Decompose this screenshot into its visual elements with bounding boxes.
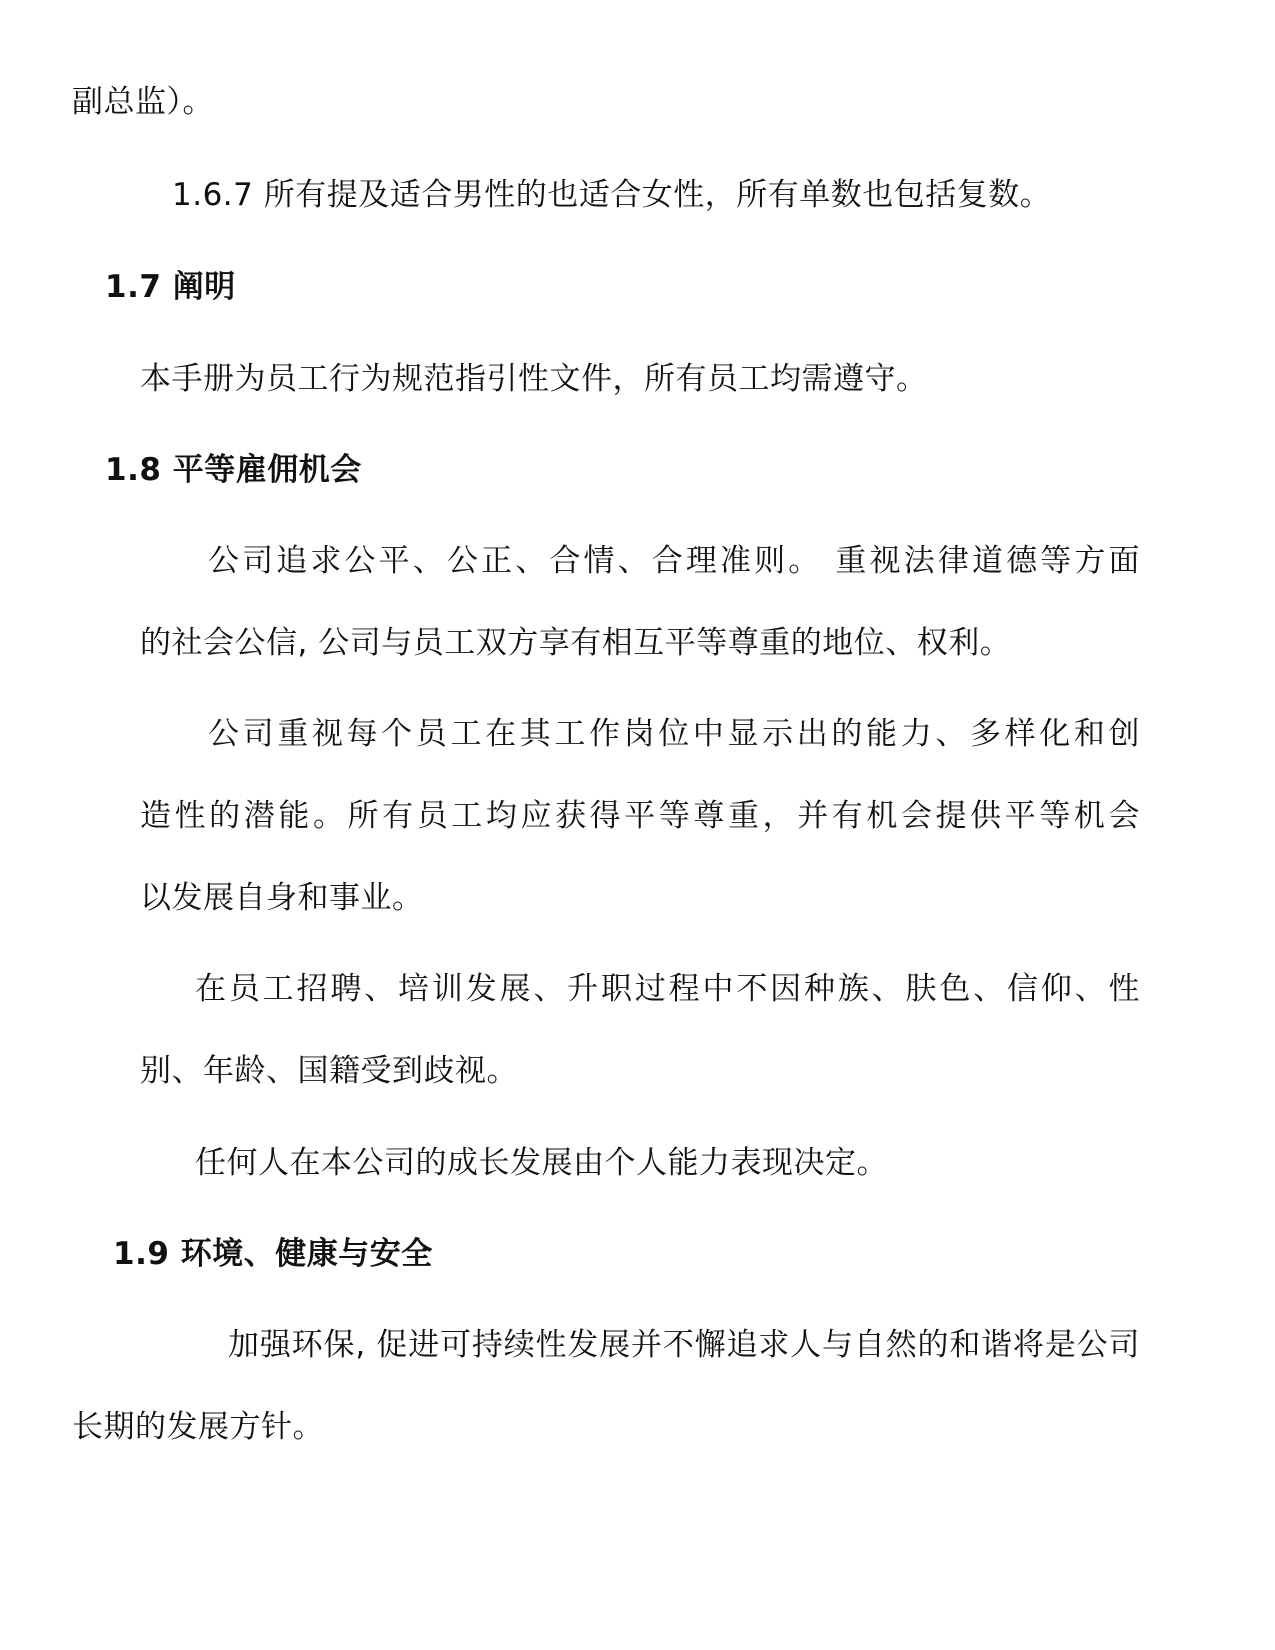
section-1-7-body: 本手册为员工行为规范指引性文件，所有员工均需遵守。 [140,361,928,397]
section-1-9-heading: 1.9 环境、健康与安全 [113,1236,433,1272]
clause-1-6-7: 1.6.7 所有提及适合男性的也适合女性，所有单数也包括复数。 [172,177,1052,213]
section-1-8-paragraph-line: 别、年龄、国籍受到歧视。 [140,1053,518,1089]
section-1-8-paragraph-line: 在员工招聘、培训发展、升职过程中不因种族、肤色、信仰、性 [195,971,1140,1007]
section-1-8-heading: 1.8 平等雇佣机会 [105,452,362,488]
section-1-8-paragraph-line: 的社会公信, 公司与员工双方享有相互平等尊重的地位、权利。 [140,625,1012,661]
section-1-8-paragraph-line: 任何人在本公司的成长发展由个人能力表现决定。 [195,1145,888,1181]
section-1-7-heading: 1.7 阐明 [105,269,236,305]
section-1-8-paragraph-line: 公司重视每个员工在其工作岗位中显示出的能力、多样化和创 [208,716,1140,752]
continuation-text: 副总监）。 [72,84,214,120]
section-1-8-paragraph-line: 公司追求公平、公正、合情、合理准则。 重视法律道德等方面 [208,543,1140,579]
section-1-9-paragraph-line: 长期的发展方针。 [72,1409,324,1445]
section-1-8-paragraph-line: 以发展自身和事业。 [140,880,424,916]
section-1-9-paragraph-line: 加强环保, 促进可持续性发展并不懈追求人与自然的和谐将是公司 [228,1327,1140,1363]
section-1-8-paragraph-line: 造性的潜能。所有员工均应获得平等尊重，并有机会提供平等机会 [140,798,1140,834]
